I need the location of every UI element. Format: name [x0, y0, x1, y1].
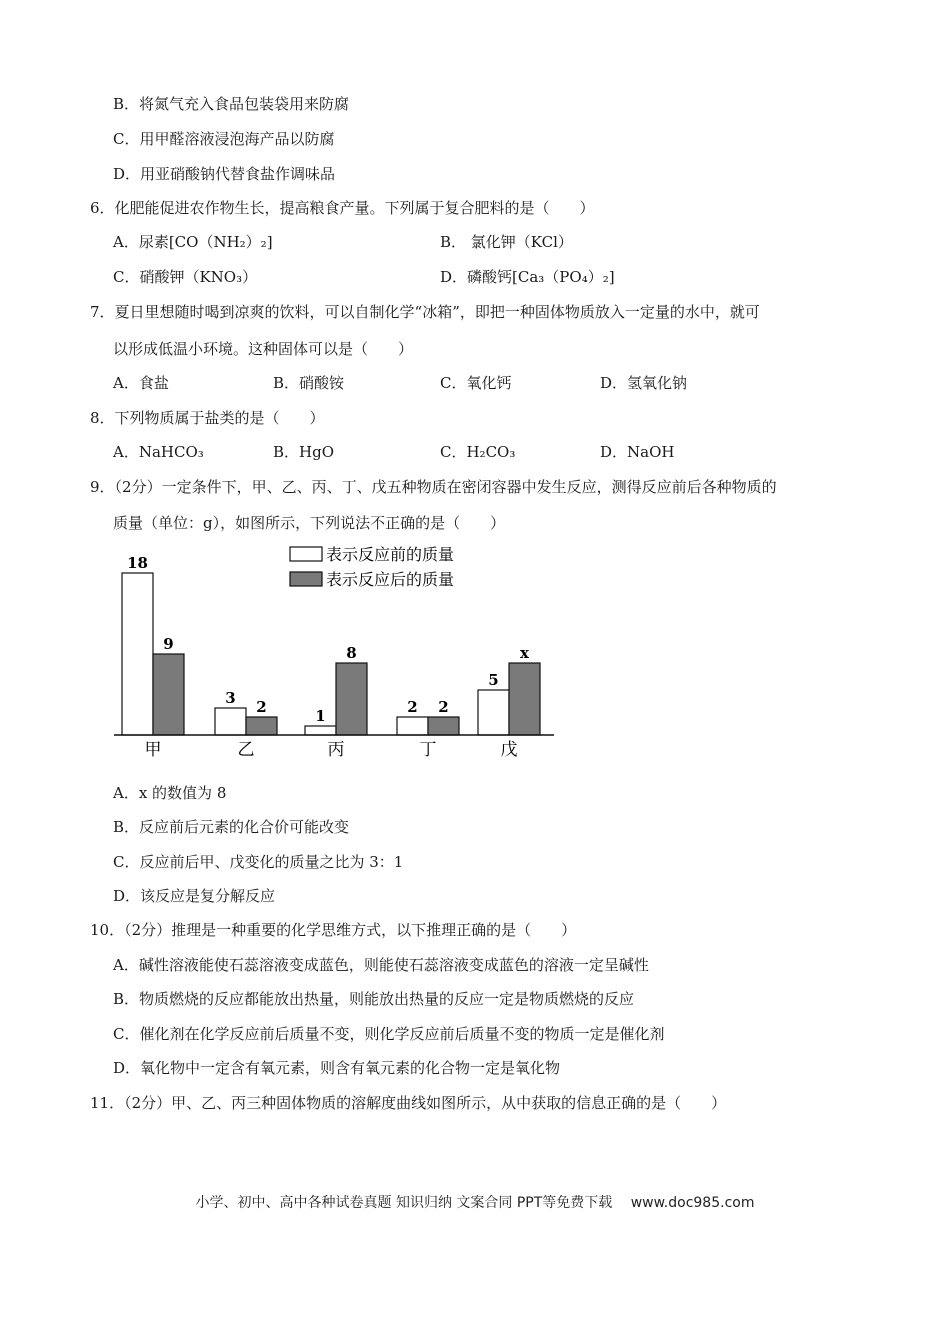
- q8-option-a: A．NaHCO₃: [113, 443, 204, 461]
- bar-after-2: [336, 663, 367, 735]
- bar-label-after-0: 9: [163, 635, 174, 653]
- category-label-4: 戊: [500, 740, 518, 760]
- bar-after-3: [428, 717, 459, 735]
- bar-before-0: [122, 573, 153, 735]
- q7-stem-line2: 以形成低温小环境。这种固体可以是（ ）: [113, 340, 414, 358]
- q6-option-a: A．尿素[CO（NH₂）₂]: [113, 233, 273, 251]
- legend-swatch-after: [290, 572, 322, 586]
- chart-legend: [290, 545, 454, 589]
- q9-option-b: B．反应前后元素的化合价可能改变: [113, 818, 350, 836]
- bar-label-after-2: 8: [346, 644, 357, 662]
- q6-option-d: D．磷酸钙[Ca₃（PO₄）₂]: [440, 268, 615, 286]
- bar-label-after-3: 2: [438, 698, 449, 716]
- bar-label-before-1: 3: [225, 689, 236, 707]
- q11-stem: 11．（2分）甲、乙、丙三种固体物质的溶解度曲线如图所示，从中获取的信息正确的是（ ）: [90, 1094, 727, 1112]
- bar-after-1: [246, 717, 277, 735]
- q7-option-d: D．氢氧化钠: [600, 374, 688, 392]
- q7-option-a: A．食盐: [113, 374, 169, 392]
- category-label-1: 乙: [237, 740, 255, 760]
- q10-option-a: A．碱性溶液能使石蕊溶液变成蓝色，则能使石蕊溶液变成蓝色的溶液一定呈碱性: [113, 956, 649, 974]
- category-label-0: 甲: [144, 740, 162, 760]
- q8-option-c: C．H₂CO₃: [440, 443, 516, 461]
- q9-option-a: A．x 的数值为 8: [113, 784, 227, 802]
- q6-option-c: C．硝酸钾（KNO₃）: [113, 268, 258, 286]
- q9-bar-chart: [110, 540, 570, 770]
- bar-after-4: [509, 663, 540, 735]
- q9-option-c: C．反应前后甲、戊变化的质量之比为 3：1: [113, 853, 404, 871]
- category-label-2: 丙: [327, 740, 345, 760]
- bar-before-1: [215, 708, 246, 735]
- bar-label-before-3: 2: [407, 698, 418, 716]
- bar-label-after-4: x: [520, 644, 529, 662]
- q7-option-c: C．氧化钙: [440, 374, 512, 392]
- chart-svg: [110, 540, 570, 770]
- q7-option-b: B．硝酸铵: [273, 374, 345, 392]
- q5-option-d: D．用亚硝酸钠代替食盐作调味品: [113, 165, 336, 183]
- bar-label-before-2: 1: [315, 707, 326, 725]
- q9-stem-line2: 质量（单位：g），如图所示，下列说法不正确的是（ ）: [113, 514, 506, 532]
- q10-stem: 10．（2分）推理是一种重要的化学思维方式，以下推理正确的是（ ）: [90, 921, 577, 939]
- bar-before-4: [478, 690, 509, 735]
- legend-label-before: 表示反应前的质量: [326, 545, 455, 564]
- q5-option-b: B．将氮气充入食品包装袋用来防腐: [113, 95, 350, 113]
- q6-stem: 6．化肥能促进农作物生长，提高粮食产量。下列属于复合肥料的是（ ）: [90, 199, 595, 217]
- q10-option-b: B．物质燃烧的反应都能放出热量，则能放出热量的反应一定是物质燃烧的反应: [113, 990, 635, 1008]
- legend-label-after: 表示反应后的质量: [326, 570, 455, 589]
- bar-label-before-0: 18: [127, 554, 148, 572]
- bar-after-0: [153, 654, 184, 735]
- bar-label-after-1: 2: [256, 698, 267, 716]
- q7-stem-line1: 7．夏日里想随时喝到凉爽的饮料，可以自制化学“冰箱”，即把一种固体物质放入一定量的水中，就可: [90, 303, 760, 321]
- q9-option-d: D．该反应是复分解反应: [113, 887, 276, 905]
- q8-stem: 8．下列物质属于盐类的是（ ）: [90, 409, 325, 427]
- q10-option-d: D．氧化物中一定含有氧元素，则含有氧元素的化合物一定是氧化物: [113, 1059, 561, 1077]
- q10-option-c: C．催化剂在化学反应前后质量不变，则化学反应前后质量不变的物质一定是催化剂: [113, 1025, 665, 1043]
- legend-swatch-before: [290, 547, 322, 561]
- q6-option-b: B． 氯化钾（KCl）: [440, 233, 573, 251]
- bar-label-before-4: 5: [488, 671, 499, 689]
- q5-option-c: C．用甲醛溶液浸泡海产品以防腐: [113, 130, 335, 148]
- q9-stem-line1: 9．（2分）一定条件下，甲、乙、丙、丁、戊五种物质在密闭容器中发生反应，测得反应前后各种物质的: [90, 478, 777, 496]
- bar-before-2: [305, 726, 336, 735]
- category-label-3: 丁: [419, 740, 437, 760]
- q8-option-b: B．HgO: [273, 443, 335, 461]
- q8-option-d: D．NaOH: [600, 443, 675, 461]
- bar-before-3: [397, 717, 428, 735]
- page-footer: 小学、初中、高中各种试卷真题 知识归纳 文案合同 PPT等免费下载 www.doc985.com: [195, 1195, 755, 1211]
- chart-categories: [145, 740, 518, 760]
